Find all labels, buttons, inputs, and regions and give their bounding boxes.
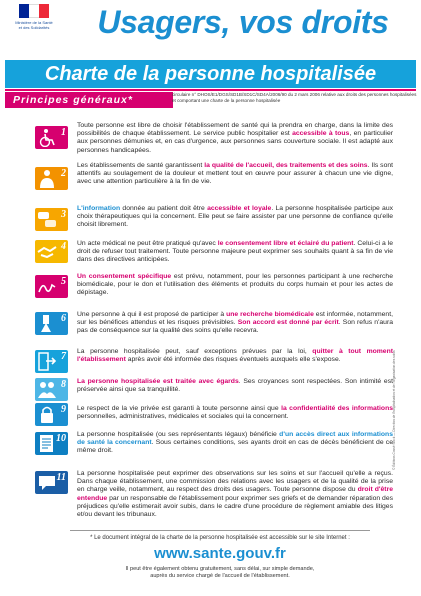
respect-icon xyxy=(37,380,57,399)
article-number: 9 xyxy=(61,404,66,415)
signature-icon xyxy=(37,277,57,296)
charter-banner: Charte de la personne hospitalisée xyxy=(5,60,416,88)
article-number: 8 xyxy=(61,379,66,390)
highlighted-phrase: droit d'être entendue xyxy=(77,486,393,502)
text-segment: Toute personne est libre de choisir l'établissement de santé qui la prendra en charge, dans la limite des possibilités de chaque établissement. Le service public hospitalier est xyxy=(77,122,393,138)
article-number: 11 xyxy=(56,472,66,483)
article-number: 5 xyxy=(61,276,66,287)
page-title: Usagers, vos droits xyxy=(97,4,389,40)
highlighted-phrase: Un consentement spécifique xyxy=(77,273,172,280)
highlighted-phrase: Son accord est donné par écrit xyxy=(237,319,339,327)
subtitle-badge: Principes généraux* xyxy=(5,92,173,108)
banner-divider xyxy=(5,89,416,91)
highlighted-phrase: quitter à tout moment l'établissement xyxy=(77,348,394,364)
article-icon-box xyxy=(35,432,68,455)
wheelchair-icon xyxy=(37,128,57,147)
footnote: * Le document intégral de la charte de la personne hospitalisée est accessible sur le site Internet : xyxy=(90,535,350,541)
article-number: 2 xyxy=(61,168,66,179)
article-icon-box xyxy=(35,126,68,149)
records-icon xyxy=(37,434,57,453)
complaint-icon xyxy=(37,473,57,492)
footer-divider xyxy=(70,530,370,531)
exit-icon xyxy=(37,352,57,371)
side-credit: © Éditions Cossé Stock — Direction de l'hospitalisation et de l'organisation des soins xyxy=(392,350,396,470)
article-icon-box xyxy=(35,471,68,494)
article-icon-box xyxy=(35,312,68,335)
article-text xyxy=(77,162,393,187)
article-icon-box xyxy=(35,208,68,231)
highlighted-phrase: L'information xyxy=(77,205,121,212)
text-segment: par un responsable de l'établissement pour exprimer ses griefs et de demander réparation des préjudices qu'elle estimerait avoir subis, dans le cadre d'une procédure de règlement amiable des litiges et/ou devant les tribunaux. xyxy=(77,494,394,519)
highlighted-phrase: la confidentialité des informations xyxy=(281,405,394,412)
article-icon-box xyxy=(35,350,68,373)
article-text xyxy=(77,378,393,394)
highlighted-phrase: la qualité de l'accueil, des traitements et des soins xyxy=(204,162,368,169)
text-segment: , en particulier aux personnes démunies et, en cas d'urgence, aux personnes sans couverture sociale. Il est adapté aux personnes handicapées. xyxy=(77,130,393,154)
article-number: 1 xyxy=(61,127,66,138)
text-segment: . Son refus n'aura pas de conséquence sur la qualité des soins qu'elle recevra. xyxy=(77,319,393,335)
french-flag-icon xyxy=(19,4,49,18)
text-segment: après avoir été informée des risques éventuels auxquels elle s'expose. xyxy=(125,356,341,364)
article-number: 4 xyxy=(61,241,66,252)
article-icon-box xyxy=(35,275,68,298)
article-icon-box xyxy=(35,378,68,401)
article-text xyxy=(77,205,393,230)
article-number: 6 xyxy=(61,313,66,324)
article-text xyxy=(77,240,393,265)
text-segment: . Sous certaines conditions, ses ayants droit en cas de décès bénéficient de ce même droit. xyxy=(77,439,393,455)
text-segment: La personne hospitalisée peut exprimer des observations sur les soins et sur l'accueil qu'elle a reçus. Dans chaque établissement, une commission des relations avec les usagers et de la qualité de la prise en charge veille, notamment, au respect des droits des usagers. Toute personne dispose du xyxy=(77,470,393,494)
circular-reference: circulaire n° DHOS/E1/DGS/SD1B/SD1C/SD4A/2006/90 du 2 mars 2006 relative aux droits des personnes hospitalisées et comportant une charte de la personne hospitalisée xyxy=(172,92,417,103)
article-icon-box xyxy=(35,403,68,426)
conversation-icon xyxy=(37,210,57,229)
article-icon-box xyxy=(35,240,68,263)
article-text xyxy=(77,348,393,364)
highlighted-phrase: d'un accès direct aux informations de santé la concernant xyxy=(77,431,393,447)
article-number: 10 xyxy=(56,433,66,444)
text-segment: Une personne à qui il est proposé de participer à xyxy=(77,311,227,318)
text-segment: . La personne hospitalisée participe aux choix thérapeutiques qui la concernent. Elle peut se faire assister par une personne de confiance qu'elle choisit librement. xyxy=(77,205,393,229)
text-segment: La personne hospitalisée (ou ses représentants légaux) bénéficie xyxy=(77,431,280,438)
footer-note: Il peut être également obtenu gratuitement, sans délai, sur simple demande, auprès du service chargé de l'accueil de l'établissement. xyxy=(125,566,315,579)
highlighted-phrase: La personne hospitalisée est traitée avec égards xyxy=(77,378,239,385)
text-segment: Un acte médical ne peut être pratiqué qu'avec xyxy=(77,240,218,247)
article-icon-box xyxy=(35,167,68,190)
privacy-icon xyxy=(37,405,57,424)
highlighted-phrase: accessible à tous xyxy=(292,130,350,138)
article-text xyxy=(77,470,393,519)
text-segment: Le respect de la vie privée est garanti à toute personne ainsi que xyxy=(77,405,282,412)
highlighted-phrase: le consentement libre et éclairé du patient xyxy=(217,240,354,247)
text-segment: . Ses croyances sont respectées. Son intimité est préservée ainsi que sa tranquillité. xyxy=(77,378,393,394)
text-segment: La personne hospitalisée peut, sauf exceptions prévues par la loi, xyxy=(77,348,313,355)
article-text xyxy=(77,431,393,456)
article-text xyxy=(77,122,393,155)
handshake-icon xyxy=(37,242,57,261)
highlighted-phrase: une recherche biomédicale xyxy=(226,311,314,318)
text-segment: est informée, notamment, sur les bénéfices attendus et les risques prévisibles. xyxy=(77,311,393,327)
text-segment: personnelles, administratives, médicales et sociales qui la concernent. xyxy=(77,413,289,421)
text-segment: est prévu, notamment, pour les personnes participant à une recherche biomédicale, pour le don et l'utilisation des éléments et produits du corps humain et pour les actes de dépistage. xyxy=(77,273,393,297)
article-text xyxy=(77,273,393,298)
article-number: 7 xyxy=(61,351,66,362)
research-icon xyxy=(37,314,57,333)
doctor-icon xyxy=(37,169,57,188)
article-number: 3 xyxy=(61,209,66,220)
highlighted-phrase: accessible et loyale xyxy=(207,205,272,212)
website-link[interactable]: www.sante.gouv.fr xyxy=(154,545,286,562)
text-segment: Les établissements de santé garantissent xyxy=(77,162,205,169)
article-text xyxy=(77,311,393,336)
ministry-name: Ministère de la Santé et des Solidarités xyxy=(15,20,53,30)
article-text xyxy=(77,405,393,421)
text-segment: . Celui-ci a le droit de refuser tout traitement. Toute personne majeure peut exprimer ses souhaits quant à sa fin de vie dans des directives anticipées. xyxy=(77,240,393,264)
text-segment: . Ils sont attentifs au soulagement de la douleur et mettent tout en œuvre pour assurer à chacun une vie digne, avec une attention particulière à la fin de vie. xyxy=(77,162,394,186)
ministry-logo xyxy=(8,2,60,52)
text-segment: donnée au patient doit être xyxy=(120,205,208,212)
